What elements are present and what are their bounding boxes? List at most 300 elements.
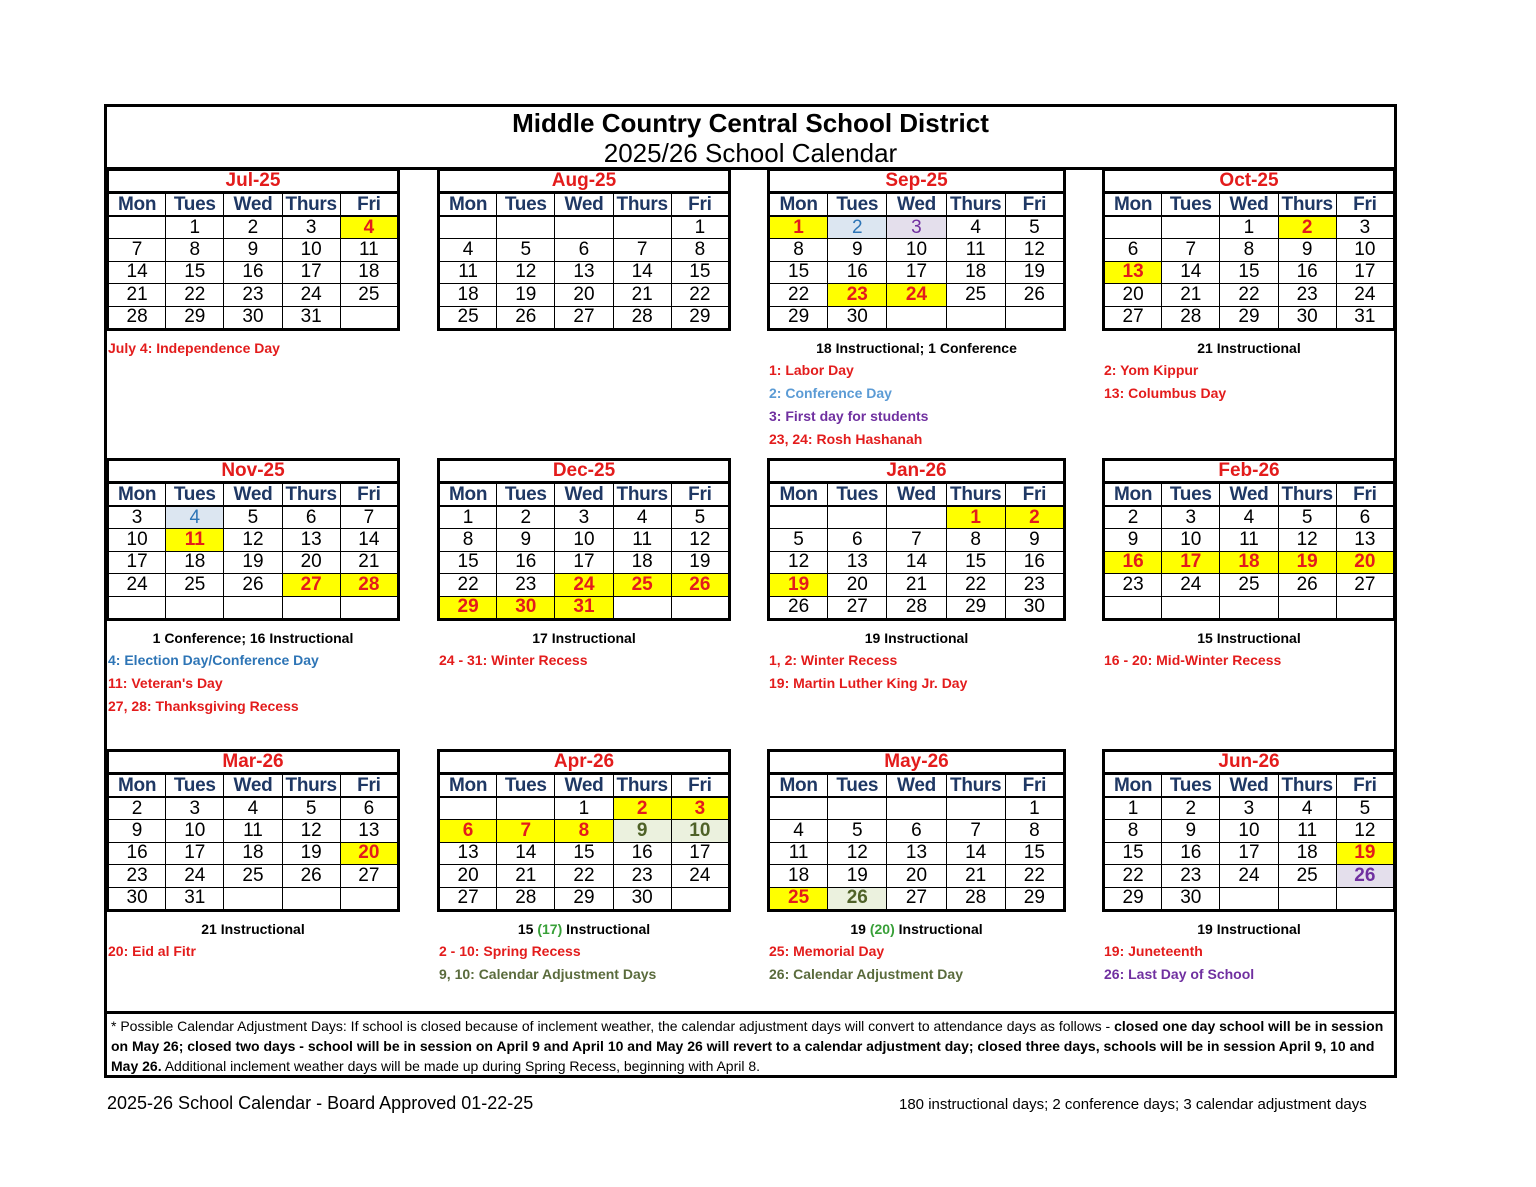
empty-cell: [946, 306, 1005, 329]
month-apr-26: [437, 749, 731, 912]
month-summary: [437, 921, 731, 937]
month-feb-26: [1102, 458, 1396, 621]
month-title: Jun-26: [1104, 751, 1395, 774]
day-cell: 9: [1104, 529, 1162, 551]
day-cell: 12: [828, 842, 887, 864]
day-cell: 7: [340, 506, 398, 529]
day-cell: 9: [1278, 239, 1336, 261]
day-cell: 16: [1278, 261, 1336, 283]
day-cell: 20: [887, 865, 946, 887]
summary-part: 1 Conference; 16 Instructional: [152, 630, 354, 646]
week-row: [108, 865, 399, 887]
day-cell: 1: [439, 506, 497, 529]
month-aug-25: [437, 168, 731, 331]
day-cell: 8: [166, 239, 224, 261]
day-cell: 30: [613, 887, 671, 910]
week-row: [1104, 551, 1395, 573]
week-row: [769, 529, 1065, 551]
summary-part: Instructional: [894, 921, 983, 937]
day-cell: 6: [1336, 506, 1394, 529]
day-cell: 13: [1336, 529, 1394, 551]
month-table: [1102, 749, 1396, 912]
month-note: 26: Calendar Adjustment Day: [769, 966, 963, 982]
day-header: Fri: [1336, 193, 1394, 217]
empty-cell: [1278, 596, 1336, 619]
month-summary: [106, 630, 400, 646]
day-cell: 16: [613, 842, 671, 864]
week-row: [439, 261, 730, 283]
month-summary: [106, 921, 400, 937]
week-row: [1104, 239, 1395, 261]
day-cell: 11: [1278, 820, 1336, 842]
summary-part: 19 Instructional: [864, 630, 969, 646]
day-cell: 27: [439, 887, 497, 910]
month-note: 26: Last Day of School: [1104, 966, 1255, 982]
day-cell: 14: [613, 261, 671, 283]
day-cell: 3: [1162, 506, 1220, 529]
week-row: [108, 284, 399, 306]
day-header: Thurs: [946, 193, 1005, 217]
day-header: Thurs: [613, 193, 671, 217]
month-note: 11: Veteran's Day: [108, 675, 223, 691]
week-row: [108, 261, 399, 283]
day-cell: 3: [1220, 797, 1278, 820]
day-cell: 26: [282, 865, 340, 887]
month-table: [1102, 168, 1396, 331]
day-cell: 7: [108, 239, 166, 261]
day-cell: 23: [613, 865, 671, 887]
day-cell: 13: [828, 551, 887, 573]
month-title: Apr-26: [439, 751, 730, 774]
day-cell: 8: [1104, 820, 1162, 842]
day-cell: 11: [613, 529, 671, 551]
month-dec-25: [437, 458, 731, 621]
day-cell: 27: [887, 887, 946, 910]
day-cell: 1: [671, 216, 729, 239]
day-cell: 30: [828, 306, 887, 329]
day-cell: 7: [613, 239, 671, 261]
month-note: 4: Election Day/Conference Day: [108, 652, 319, 668]
empty-cell: [769, 506, 828, 529]
day-cell: 1: [1104, 797, 1162, 820]
day-cell: 14: [497, 842, 555, 864]
day-cell: 25: [613, 574, 671, 596]
day-cell: 21: [497, 865, 555, 887]
day-header: Wed: [887, 193, 946, 217]
month-table: [767, 749, 1066, 912]
day-header: Wed: [224, 774, 282, 798]
day-cell: 11: [166, 529, 224, 551]
week-row: [769, 574, 1065, 596]
day-cell: 8: [1220, 239, 1278, 261]
day-cell: 22: [555, 865, 613, 887]
day-cell: 10: [1336, 239, 1394, 261]
month-oct-25: [1102, 168, 1396, 331]
empty-cell: [439, 797, 497, 820]
empty-cell: [1162, 216, 1220, 239]
day-cell: 12: [1278, 529, 1336, 551]
empty-cell: [1278, 887, 1336, 910]
day-cell: 27: [282, 574, 340, 596]
day-cell: 22: [166, 284, 224, 306]
day-cell: 13: [282, 529, 340, 551]
day-cell: 3: [671, 797, 729, 820]
day-cell: 21: [340, 551, 398, 573]
empty-cell: [497, 216, 555, 239]
day-cell: 12: [1005, 239, 1064, 261]
day-cell: 14: [1162, 261, 1220, 283]
day-cell: 25: [439, 306, 497, 329]
month-note: 13: Columbus Day: [1104, 385, 1227, 401]
month-sep-25: [767, 168, 1066, 331]
day-cell: 5: [1336, 797, 1394, 820]
week-row: [769, 306, 1065, 329]
week-row: [439, 239, 730, 261]
empty-cell: [769, 797, 828, 820]
day-cell: 3: [166, 797, 224, 820]
day-cell: 24: [1162, 574, 1220, 596]
day-cell: 20: [1336, 551, 1394, 573]
week-row: [108, 574, 399, 596]
day-cell: 9: [1162, 820, 1220, 842]
week-row: [1104, 574, 1395, 596]
day-header: Mon: [439, 193, 497, 217]
month-note: 2: Yom Kippur: [1104, 362, 1199, 378]
summary-part: 19 Instructional: [1197, 921, 1301, 937]
month-table: [106, 168, 400, 331]
day-header: Mon: [1104, 483, 1162, 507]
day-cell: 23: [1005, 574, 1064, 596]
month-note: 19: Martin Luther King Jr. Day: [769, 675, 968, 691]
day-cell: 29: [1005, 887, 1064, 910]
day-cell: 11: [946, 239, 1005, 261]
day-cell: 27: [340, 865, 398, 887]
summary-part: 15 Instructional: [1197, 630, 1301, 646]
day-cell: 31: [166, 887, 224, 910]
empty-cell: [887, 797, 946, 820]
day-cell: 17: [555, 551, 613, 573]
day-header: Wed: [555, 193, 613, 217]
day-cell: 26: [1278, 574, 1336, 596]
day-header: Wed: [1220, 774, 1278, 798]
month-title: Oct-25: [1104, 170, 1395, 193]
day-cell: 10: [1162, 529, 1220, 551]
day-header: Tues: [828, 483, 887, 507]
day-cell: 30: [108, 887, 166, 910]
day-cell: 25: [1278, 865, 1336, 887]
month-table: [106, 749, 400, 912]
month-mar-26: [106, 749, 400, 912]
summary-part: (20): [869, 921, 895, 937]
month-table: [1102, 458, 1396, 621]
empty-cell: [671, 887, 729, 910]
day-cell: 29: [671, 306, 729, 329]
day-cell: 7: [497, 820, 555, 842]
day-cell: 15: [1005, 842, 1064, 864]
empty-cell: [555, 216, 613, 239]
day-cell: 1: [946, 506, 1005, 529]
day-header: Tues: [1162, 193, 1220, 217]
day-cell: 29: [1104, 887, 1162, 910]
day-cell: 20: [340, 842, 398, 864]
summary-part: 15: [517, 921, 538, 937]
day-cell: 4: [613, 506, 671, 529]
month-table: [437, 168, 731, 331]
day-cell: 13: [887, 842, 946, 864]
day-cell: 28: [497, 887, 555, 910]
day-header: Thurs: [282, 774, 340, 798]
day-cell: 17: [166, 842, 224, 864]
empty-cell: [1220, 596, 1278, 619]
empty-cell: [1104, 596, 1162, 619]
day-cell: 11: [769, 842, 828, 864]
month-note: 1: Labor Day: [769, 362, 854, 378]
month-table: [437, 749, 731, 912]
day-header: Tues: [497, 483, 555, 507]
month-table: [767, 168, 1066, 331]
week-row: [108, 551, 399, 573]
month-note: 23, 24: Rosh Hashanah: [769, 431, 923, 447]
day-cell: 20: [828, 574, 887, 596]
day-cell: 18: [1220, 551, 1278, 573]
day-cell: 30: [497, 596, 555, 619]
month-table: [106, 458, 400, 621]
day-header: Fri: [1336, 483, 1394, 507]
day-header: Wed: [1220, 483, 1278, 507]
footer-approval: 2025-26 School Calendar - Board Approved 01-22-25: [107, 1093, 534, 1113]
week-row: [439, 551, 730, 573]
day-header: Wed: [887, 483, 946, 507]
day-cell: 6: [439, 820, 497, 842]
day-cell: 17: [1220, 842, 1278, 864]
day-cell: 2: [1104, 506, 1162, 529]
week-row: [439, 529, 730, 551]
day-cell: 31: [1336, 306, 1394, 329]
day-cell: 16: [224, 261, 282, 283]
day-cell: 5: [282, 797, 340, 820]
day-cell: 6: [828, 529, 887, 551]
day-cell: 12: [282, 820, 340, 842]
day-cell: 24: [887, 284, 946, 306]
month-note: 19: Juneteenth: [1104, 943, 1203, 959]
day-cell: 26: [497, 306, 555, 329]
day-header: Fri: [340, 774, 398, 798]
empty-cell: [613, 216, 671, 239]
month-summary: [1102, 630, 1396, 646]
week-row: [108, 842, 399, 864]
empty-cell: [282, 596, 340, 619]
day-header: Tues: [1162, 483, 1220, 507]
day-cell: 26: [671, 574, 729, 596]
month-note: 27, 28: Thanksgiving Recess: [108, 698, 299, 714]
week-row: [108, 306, 399, 329]
day-cell: 20: [282, 551, 340, 573]
day-header: Mon: [439, 774, 497, 798]
day-cell: 18: [166, 551, 224, 573]
day-cell: 10: [166, 820, 224, 842]
month-note: July 4: Independence Day: [108, 340, 280, 356]
day-header: Mon: [1104, 774, 1162, 798]
day-cell: 29: [946, 596, 1005, 619]
week-row: [1104, 284, 1395, 306]
day-cell: 26: [224, 574, 282, 596]
day-cell: 26: [828, 887, 887, 910]
day-cell: 24: [555, 574, 613, 596]
day-header: Wed: [224, 193, 282, 217]
month-title: Jul-25: [108, 170, 399, 193]
week-row: [769, 239, 1065, 261]
month-title: Nov-25: [108, 460, 399, 483]
day-cell: 30: [1162, 887, 1220, 910]
day-header: Mon: [769, 774, 828, 798]
day-cell: 3: [108, 506, 166, 529]
day-cell: 23: [1278, 284, 1336, 306]
empty-cell: [887, 306, 946, 329]
month-jan-26: [767, 458, 1066, 621]
month-nov-25: [106, 458, 400, 621]
day-cell: 23: [224, 284, 282, 306]
day-cell: 16: [108, 842, 166, 864]
day-cell: 23: [1162, 865, 1220, 887]
week-row: [1104, 261, 1395, 283]
day-cell: 1: [166, 216, 224, 239]
week-row: [1104, 797, 1395, 820]
day-cell: 5: [497, 239, 555, 261]
day-cell: 2: [1005, 506, 1064, 529]
day-cell: 25: [769, 887, 828, 910]
day-cell: 15: [769, 261, 828, 283]
day-cell: 8: [555, 820, 613, 842]
day-cell: 9: [613, 820, 671, 842]
empty-cell: [946, 797, 1005, 820]
day-cell: 10: [108, 529, 166, 551]
day-cell: 1: [1220, 216, 1278, 239]
day-header: Thurs: [613, 483, 671, 507]
empty-cell: [497, 797, 555, 820]
month-note: 9, 10: Calendar Adjustment Days: [439, 966, 657, 982]
day-cell: 25: [224, 865, 282, 887]
day-cell: 5: [769, 529, 828, 551]
day-cell: 24: [166, 865, 224, 887]
day-cell: 4: [1220, 506, 1278, 529]
day-header: Fri: [340, 483, 398, 507]
empty-cell: [224, 596, 282, 619]
day-cell: 18: [439, 284, 497, 306]
day-cell: 22: [1104, 865, 1162, 887]
day-header: Mon: [769, 193, 828, 217]
day-cell: 3: [887, 216, 946, 239]
day-cell: 22: [769, 284, 828, 306]
calendar-subtitle: 2025/26 School Calendar: [603, 138, 898, 168]
day-cell: 10: [671, 820, 729, 842]
day-cell: 12: [1336, 820, 1394, 842]
day-cell: 12: [224, 529, 282, 551]
day-cell: 2: [224, 216, 282, 239]
footnote: [107, 1011, 1394, 1075]
day-cell: 14: [108, 261, 166, 283]
day-header: Fri: [1005, 774, 1064, 798]
month-jun-26: [1102, 749, 1396, 912]
week-row: [108, 596, 399, 619]
day-header: Thurs: [946, 774, 1005, 798]
day-cell: 17: [108, 551, 166, 573]
week-row: [439, 842, 730, 864]
week-row: [439, 306, 730, 329]
day-header: Tues: [828, 193, 887, 217]
day-header: Thurs: [282, 193, 340, 217]
day-header: Thurs: [1278, 193, 1336, 217]
day-cell: 9: [108, 820, 166, 842]
summary-part: (17): [537, 921, 563, 937]
day-cell: 28: [340, 574, 398, 596]
day-cell: 22: [439, 574, 497, 596]
day-cell: 8: [671, 239, 729, 261]
day-cell: 19: [224, 551, 282, 573]
week-row: [1104, 820, 1395, 842]
day-cell: 6: [887, 820, 946, 842]
day-cell: 16: [1162, 842, 1220, 864]
day-cell: 3: [282, 216, 340, 239]
empty-cell: [439, 216, 497, 239]
day-header: Wed: [224, 483, 282, 507]
empty-cell: [166, 596, 224, 619]
summary-part: 18 Instructional; 1 Conference: [816, 340, 1017, 356]
day-cell: 19: [1278, 551, 1336, 573]
day-cell: 13: [340, 820, 398, 842]
day-header: Fri: [671, 774, 729, 798]
week-row: [769, 865, 1065, 887]
week-row: [769, 596, 1065, 619]
day-cell: 18: [613, 551, 671, 573]
day-cell: 28: [946, 887, 1005, 910]
day-cell: 2: [828, 216, 887, 239]
day-cell: 24: [108, 574, 166, 596]
day-header: Wed: [887, 774, 946, 798]
day-cell: 20: [439, 865, 497, 887]
day-cell: 18: [340, 261, 398, 283]
day-header: Tues: [166, 483, 224, 507]
day-cell: 31: [555, 596, 613, 619]
day-cell: 21: [887, 574, 946, 596]
day-cell: 11: [439, 261, 497, 283]
empty-cell: [613, 596, 671, 619]
month-table: [437, 458, 731, 621]
summary-part: 21 Instructional: [1197, 340, 1301, 356]
day-cell: 26: [1336, 865, 1394, 887]
day-cell: 18: [224, 842, 282, 864]
month-note: 1, 2: Winter Recess: [769, 652, 898, 668]
day-cell: 10: [887, 239, 946, 261]
empty-cell: [671, 596, 729, 619]
day-cell: 27: [1336, 574, 1394, 596]
month-jul-25: [106, 168, 400, 331]
week-row: [1104, 216, 1395, 239]
day-cell: 8: [946, 529, 1005, 551]
week-row: [439, 887, 730, 910]
day-cell: 3: [555, 506, 613, 529]
day-cell: 6: [340, 797, 398, 820]
day-header: Fri: [671, 193, 729, 217]
day-cell: 9: [1005, 529, 1064, 551]
day-cell: 10: [282, 239, 340, 261]
day-cell: 19: [497, 284, 555, 306]
month-title: Mar-26: [108, 751, 399, 774]
day-cell: 21: [613, 284, 671, 306]
day-cell: 23: [497, 574, 555, 596]
day-header: Thurs: [282, 483, 340, 507]
day-header: Thurs: [613, 774, 671, 798]
day-header: Fri: [1005, 483, 1064, 507]
